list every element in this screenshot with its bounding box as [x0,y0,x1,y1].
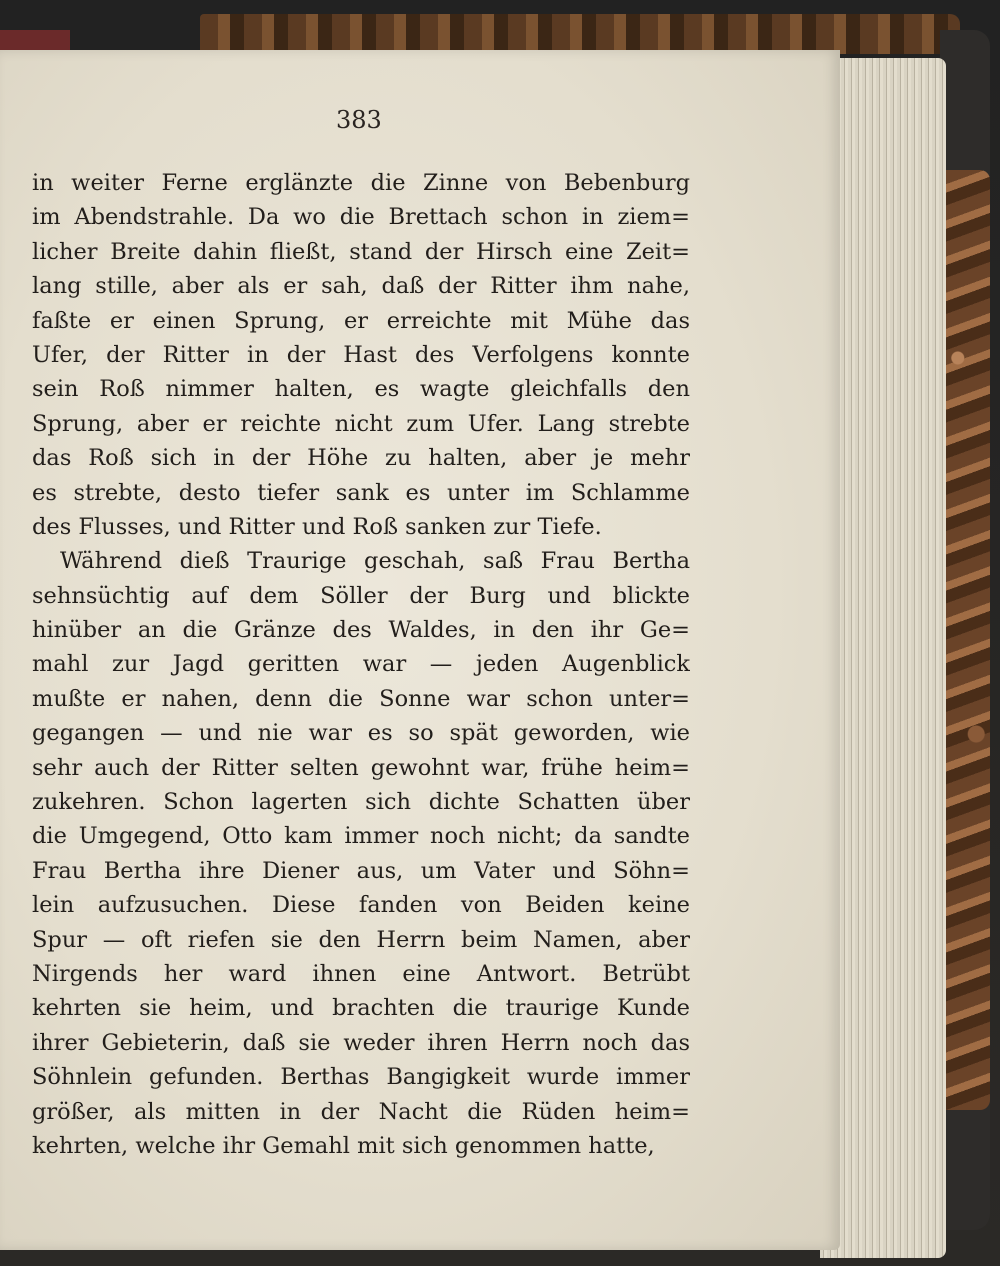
text-line: größer, als mitten in der Nacht die Rüden heim= [32,1098,690,1125]
marbled-cover-edge [944,170,990,1110]
text-line: Sprung, aber er reichte nicht zum Ufer. Lang strebte [32,410,690,437]
text-line: Frau Bertha ihre Diener aus, um Vater und Söhn= [32,857,690,884]
text-line: Spur — oft riefen sie den Herrn beim Namen, aber [32,926,690,953]
text-line: das Roß sich in der Höhe zu halten, aber je mehr [32,445,690,472]
text-line: sehr auch der Ritter selten gewohnt war, frühe heim= [32,754,690,781]
text-line: kehrten, welche ihr Gemahl mit sich genommen hatte, [32,1132,655,1159]
book-cover-top [200,14,960,54]
text-line: lein aufzusuchen. Diese fanden von Beiden keine [32,892,690,919]
text-line: faßte er einen Sprung, er erreichte mit Mühe das [32,307,690,334]
text-line: mußte er nahen, denn die Sonne war schon unter= [32,685,690,712]
text-line: Nirgends her ward ihnen eine Antwort. Betrübt [32,960,690,987]
text-line: Während dieß Traurige geschah, saß Frau Bertha [60,548,690,575]
text-line: hinüber an die Gränze des Waldes, in den ihr Ge= [32,617,690,644]
text-line: im Abendstrahle. Da wo die Brettach schon in ziem= [32,204,690,231]
text-line: kehrten sie heim, und brachten die traurige Kunde [32,995,690,1022]
text-line: lang stille, aber als er sah, daß der Ritter ihm nahe, [32,273,690,300]
page-body-text [32,166,690,1163]
text-line: gegangen — und nie war es so spät geworden, wie [32,720,690,747]
text-line: des Flusses, und Ritter und Roß sanken zur Tiefe. [32,513,602,540]
text-line: ihrer Gebieterin, daß sie weder ihren Herrn noch das [32,1029,690,1056]
text-line: mahl zur Jagd geritten war — jeden Augenblick [32,651,690,678]
text-line: in weiter Ferne erglänzte die Zinne von Bebenburg [32,170,690,196]
text-line: licher Breite dahin fließt, stand der Hirsch eine Zeit= [32,238,690,265]
book-page [0,50,840,1250]
text-line: sein Roß nimmer halten, es wagte gleichfalls den [32,376,690,403]
text-line: sehnsüchtig auf dem Söller der Burg und blickte [32,582,690,609]
text-line: Ufer, der Ritter in der Hast des Verfolgens konnte [32,341,690,368]
text-line: die Umgegend, Otto kam immer noch nicht; da sandte [32,823,690,850]
bookmark-ribbon [0,30,70,52]
page-number: 383 [336,106,382,134]
text-line: es strebte, desto tiefer sank es unter im Schlamme [32,479,690,506]
text-line: zukehren. Schon lagerten sich dichte Schatten über [32,789,690,816]
text-line: Söhnlein gefunden. Berthas Bangigkeit wurde immer [32,1064,690,1091]
